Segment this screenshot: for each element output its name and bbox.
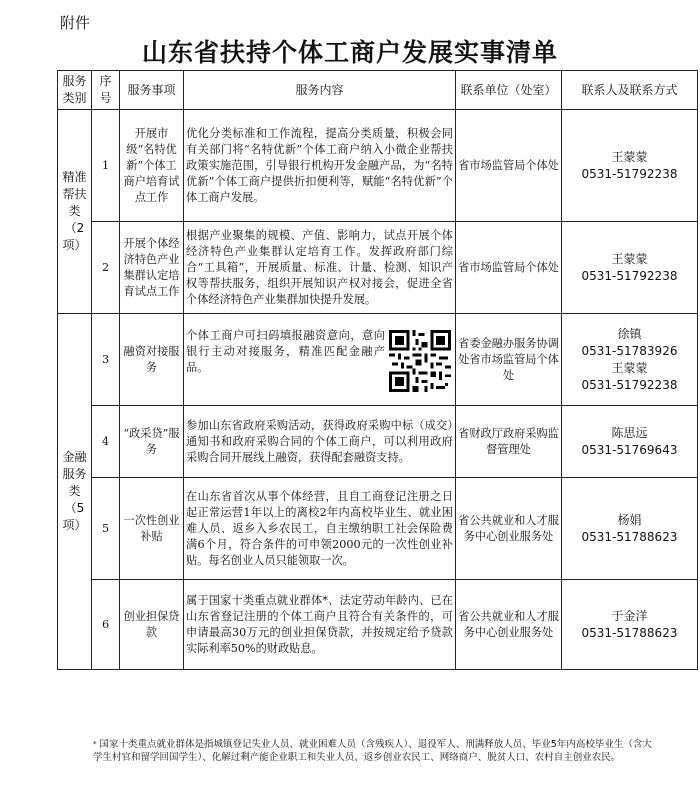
contact-phone: 0531-51783926	[581, 343, 678, 358]
contact-person: 陈思远	[611, 425, 648, 440]
row-number: 3	[92, 314, 120, 406]
service-item: 开展个体经济特色产业集群认定培育试点工作	[120, 222, 184, 314]
contact-phone: 0531-51788623	[581, 529, 678, 544]
contact-info	[562, 406, 698, 478]
service-item: 开展市级“名特优新”个体工商户培育试点工作	[120, 110, 184, 222]
service-content: 属于国家十类重点就业群体*、法定劳动年龄内、已在山东省登记注册的个体工商户且符合有关条件的，可申请最高30万元的创业担保贷款，并按规定给予贷款实际利率50%的财政贴息。	[184, 580, 456, 670]
footnote-marker: *	[93, 740, 97, 748]
header-contact: 联系人及联系方式	[562, 71, 698, 110]
table-row	[58, 222, 698, 314]
table-row	[58, 110, 698, 222]
service-item: 创业担保贷款	[120, 580, 184, 670]
contact-info	[562, 314, 698, 406]
contact-info	[562, 478, 698, 580]
table-row	[58, 406, 698, 478]
contact-phone: 0531-51769643	[581, 442, 678, 457]
category-cell: 金融服务类（5项）	[58, 314, 92, 670]
contact-unit: 省财政厅政府采购监督管理处	[456, 406, 562, 478]
service-content: 优化分类标准和工作流程，提高分类质量，积极会同有关部门将“名特优新”个体工商户纳入小微企业帮扶政策实施范围，引导银行机构开发金融产品，为“名特优新”个体工商户提供折扣便利等，赋能“名特优新”个体工商户发展。	[184, 110, 456, 222]
footnote-text: 国家十类重点就业群体是指城镇登记失业人员、就业困难人员（含残疾人）、退役军人、刑满释放人员、毕业5年内高校毕业生（含大学生村官和留学回国学生）、化解过剩产能企业职工和失业人员、返乡创业农民工、网络商户、脱贫人口、农村自主创业农民。	[93, 739, 652, 763]
category-cell: 精准帮扶类（2项）	[58, 110, 92, 314]
contact-unit: 省公共就业和人才服务中心创业服务处	[456, 478, 562, 580]
service-content: 参加山东省政府采购活动，获得政府采购中标（成交）通知书和政府采购合同的个体工商户，可以利用政府采购合同开展线上融资，获得配套融资支持。	[184, 406, 456, 478]
contact-phone: 0531-51788623	[581, 625, 678, 640]
row-number: 5	[92, 478, 120, 580]
service-content: 在山东省首次从事个体经营，且自工商登记注册之日起正常运营1年以上的离校2年内高校毕业生、就业困难人员、返乡入乡农民工，自主缴纳职工社会保险费满6个月，符合条件的可申领2000元的一次性创业补贴。每名创业人员只能领取一次。	[184, 478, 456, 580]
service-content	[184, 314, 456, 406]
page-title: 山东省扶持个体工商户发展实事清单	[141, 38, 558, 67]
contact-info	[562, 580, 698, 670]
service-content: 根据产业聚集的规模、产值、影响力，试点开展个体经济特色产业集群认定培育工作。发挥政府部门综合“工具箱”，开展质量、标准、计量、检测、知识产权等帮扶服务，组织开展知识产权对接会，促进全省个体经济特色产业集群加快提升发展。	[184, 222, 456, 314]
contact-person: 王蒙蒙	[611, 149, 648, 164]
table-row	[58, 580, 698, 670]
contact-person: 杨娟	[617, 512, 642, 527]
contact-person: 王蒙蒙	[611, 251, 648, 266]
table-row	[58, 314, 698, 406]
service-item: “政采贷”服务	[120, 406, 184, 478]
contact-phone: 0531-51792238	[581, 268, 678, 283]
contact-info	[562, 110, 698, 222]
row-number: 6	[92, 580, 120, 670]
contact-unit: 省委金融办服务协调处省市场监管局个体处	[456, 314, 562, 406]
header-number: 序号	[92, 71, 120, 110]
contact-phone: 0531-51792238	[581, 166, 678, 181]
table-row	[58, 478, 698, 580]
service-item: 一次性创业补贴	[120, 478, 184, 580]
contact-person: 徐镇	[617, 326, 642, 341]
service-item: 融资对接服务	[120, 314, 184, 406]
contact-unit: 省公共就业和人才服务中心创业服务处	[456, 580, 562, 670]
qr-code-icon[interactable]	[389, 330, 451, 392]
header-item: 服务事项	[120, 71, 184, 110]
row-number: 2	[92, 222, 120, 314]
contact-info	[562, 222, 698, 314]
table-header-row	[58, 71, 698, 110]
contact-person: 王蒙蒙	[611, 360, 648, 375]
row-number: 1	[92, 110, 120, 222]
service-table	[57, 70, 698, 670]
contact-unit: 省市场监管局个体处	[456, 110, 562, 222]
attachment-label: 附件	[60, 14, 91, 32]
contact-unit: 省市场监管局个体处	[456, 222, 562, 314]
header-content: 服务内容	[184, 71, 456, 110]
service-content-text: 个体工商户可扫码填报融资意向，意向银行主动对接服务，精准匹配金融产品。	[186, 328, 385, 374]
row-number: 4	[92, 406, 120, 478]
contact-person: 于金洋	[611, 608, 648, 623]
header-category: 服务类别	[58, 71, 92, 110]
contact-phone: 0531-51792238	[581, 377, 678, 392]
header-unit: 联系单位（处室）	[456, 71, 562, 110]
footnote	[93, 738, 653, 764]
